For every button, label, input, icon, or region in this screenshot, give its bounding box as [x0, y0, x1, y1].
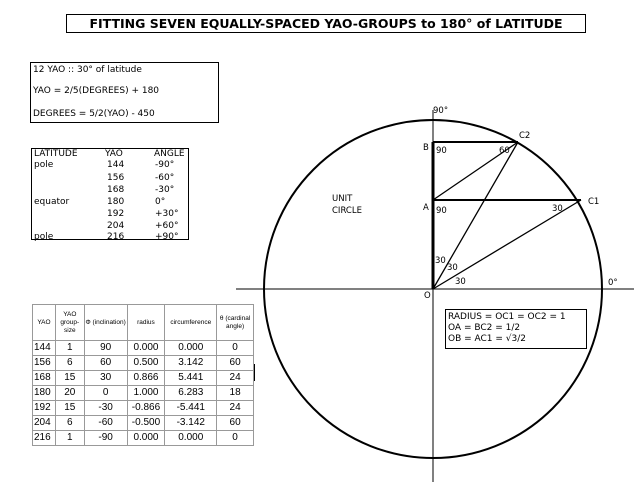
table-cell: 3.142	[165, 356, 217, 371]
table-cell: 1	[55, 341, 84, 356]
latitude-header-latitude: LATITUDE	[34, 149, 78, 159]
point-c2-label: C2	[519, 131, 531, 141]
note-line-1: RADIUS = OC1 = OC2 = 1	[448, 312, 566, 322]
table-cell: -3.142	[165, 416, 217, 431]
table-cell: 20	[55, 386, 84, 401]
latitude-cell: pole	[34, 232, 54, 242]
column-header-group-size: YAO group-size	[55, 305, 84, 341]
angle-label-o-lower: 30	[455, 277, 466, 287]
angle-label-b: 90	[436, 146, 447, 156]
table-cell: 6	[55, 356, 84, 371]
table-cell: 0.500	[127, 356, 165, 371]
table-cell: -0.500	[127, 416, 165, 431]
table-cell: 192	[33, 401, 56, 416]
angle-label-a: 90	[436, 206, 447, 216]
note-line-3: OB = AC1 = √3/2	[448, 334, 527, 344]
table-cell: -30	[84, 401, 127, 416]
latitude-cell: 144	[107, 160, 125, 170]
point-b-label: B	[423, 143, 429, 153]
angle-label-c1: 30	[552, 204, 563, 214]
latitude-cell: 192	[107, 209, 125, 219]
table-cell: 60	[217, 356, 254, 371]
latitude-cell: -60°	[155, 173, 175, 183]
table-cell: 204	[33, 416, 56, 431]
table-cell: 216	[33, 431, 56, 446]
table-cell: 24	[217, 401, 254, 416]
latitude-header-angle: ANGLE	[154, 149, 185, 159]
latitude-cell: 204	[107, 221, 125, 231]
table-cell: 0.000	[127, 341, 165, 356]
latitude-cell: 156	[107, 173, 125, 183]
column-header-circumference: circumference	[165, 305, 217, 341]
latitude-cell: +90°	[155, 232, 179, 242]
table-cell: 15	[55, 401, 84, 416]
axis-label-0: 0°	[608, 278, 618, 288]
table-cell: 180	[33, 386, 56, 401]
angle-label-o-mid: 30	[447, 263, 458, 273]
table-cell: 6.283	[165, 386, 217, 401]
latitude-cell: 180	[107, 197, 125, 207]
table-cell: 1	[55, 431, 84, 446]
table-cell: 5.441	[165, 371, 217, 386]
origin-label: O	[424, 291, 431, 301]
table-cell: 60	[217, 416, 254, 431]
radius-notes-box	[445, 309, 587, 349]
angle-label-c2: 60	[499, 146, 510, 156]
latitude-cell: pole	[34, 160, 54, 170]
table-cell: 15	[55, 371, 84, 386]
axis-label-90: 90°	[433, 106, 449, 116]
unit-circle-label-line2: CIRCLE	[332, 206, 362, 216]
page-title: FITTING SEVEN EQUALLY-SPACED YAO-GROUPS to 180° of LATITUDE	[66, 14, 586, 33]
column-header-cardinal-angle: θ (cardinal angle)	[217, 305, 254, 341]
latitude-cell: 0°	[155, 197, 166, 207]
table-cell: -0.866	[127, 401, 165, 416]
table-cell: 30	[84, 371, 127, 386]
note-line-2: OA = BC2 = 1/2	[448, 323, 521, 333]
table-cell: 60	[84, 356, 127, 371]
table-cell: 90	[84, 341, 127, 356]
table-cell: 0.000	[165, 341, 217, 356]
table-cell: 1.000	[127, 386, 165, 401]
table-cell: 0	[217, 431, 254, 446]
table-cell: 24	[217, 371, 254, 386]
table-cell: -60	[84, 416, 127, 431]
point-c1-label: C1	[588, 197, 600, 207]
table-cell: -5.441	[165, 401, 217, 416]
formula-line-1: 12 YAO :: 30° of latitude	[33, 65, 142, 75]
latitude-header-yao: YAO	[105, 149, 123, 159]
table-cell: 144	[33, 341, 56, 356]
formula-line-3: DEGREES = 5/2(YAO) - 450	[33, 109, 155, 119]
table-cell: 168	[33, 371, 56, 386]
table-cell: 0	[217, 341, 254, 356]
table-cell: 6	[55, 416, 84, 431]
table-cell: 0.866	[127, 371, 165, 386]
column-header-inclination: Φ (inclination)	[84, 305, 127, 341]
table-cell: 0.000	[165, 431, 217, 446]
column-header-radius: radius	[127, 305, 165, 341]
latitude-cell: -30°	[155, 185, 175, 195]
latitude-cell: equator	[34, 197, 70, 207]
point-a-label: A	[423, 203, 429, 213]
latitude-cell: 216	[107, 232, 125, 242]
table-cell: 0	[84, 386, 127, 401]
latitude-cell: +30°	[155, 209, 179, 219]
unit-circle-label-line1: UNIT	[332, 194, 353, 204]
column-header-yao: YAO	[33, 305, 56, 341]
table-cell: 18	[217, 386, 254, 401]
table-cell: -90	[84, 431, 127, 446]
formula-line-2: YAO = 2/5(DEGREES) + 180	[33, 86, 160, 96]
angle-label-o-upper: 30	[435, 256, 446, 266]
table-cell: 0.000	[127, 431, 165, 446]
latitude-cell: -90°	[155, 160, 175, 170]
table-cell: 156	[33, 356, 56, 371]
latitude-cell: +60°	[155, 221, 179, 231]
latitude-cell: 168	[107, 185, 125, 195]
